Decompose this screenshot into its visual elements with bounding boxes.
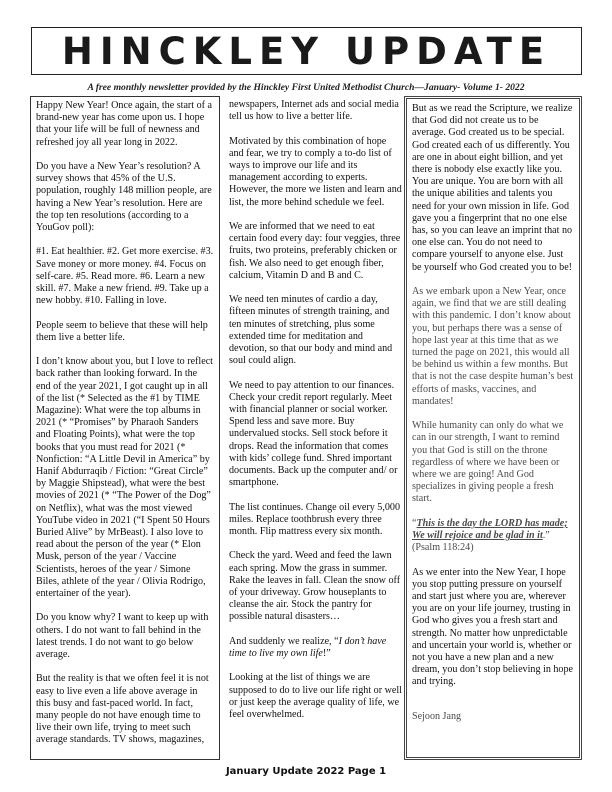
paragraph: People seem to believe that these will help them live a better life.	[36, 319, 208, 343]
scripture-quote: “This is the day the LORD has made; We will rejoice and be glad in it.” (Psalm 118:24)	[412, 517, 568, 554]
paragraph: newspapers, Internet ads and social media tell us how to live a better life.	[229, 99, 399, 123]
paragraph: I don’t know about you, but I love to reflect back rather than looking forward. In the end of the year 2021, I got caught up in all of the list (* Selected as the #1 by TIME Magazine): What were the top albums in 2021 (* “Promises” by Pharaoh Sanders and Floating Points), what were the top books that you must read for 2021 (* Nonfiction: “A Little Devil in America” by Hanif Abdurraqib / Fiction: “Great Circle” by Maggie Shipstead), what were the best movies of 2021 (* “The Power of the Dog” on Netflix), what was the most viewed YouTube video in 2021 (“I Spent 50 Hours Buried Alive” by MrBeast). I also love to read about the person of the year (* Elon Musk, person of the year / Vaccine Scientists, heroes of the year / Simone Biles, athlete of the year / Olivia Rodrigo, entertainer of the year).	[36, 356, 213, 600]
realization-quote: I don’t have time to live my own life	[229, 635, 387, 660]
scripture-text: This is the day the LORD has made; We will rejoice and be glad in it	[412, 517, 568, 542]
article-column-1	[30, 96, 220, 760]
paragraph: Check the yard. Weed and feed the lawn each spring. Mow the grass in summer. Rake the leaves in fall. Clean the snow off of your driveway. Grow houseplants to cleanse the air. Stock the pantry for possible natural disasters…	[229, 550, 401, 623]
paragraph: As we embark upon a New Year, once again, we find that we are still dealing with this pandemic. I don’t know about you, but perhaps there was a sense of hope last year at this time that as we turned the page on 2021, this would all be behind us within a few months. But that is not the case despite human’s best efforts of masks, vaccines, and mandates!	[412, 286, 574, 407]
newsletter-title: HINCKLEY UPDATE	[61, 29, 552, 73]
article-column-3	[404, 96, 582, 760]
paragraph: The list continues. Change oil every 5,000 miles. Replace toothbrush every three month. Flip mattress every six month.	[229, 501, 400, 538]
paragraph: But as we read the Scripture, we realize that God did not create us to be average. God created us to be special. God created each of us differently. You are one in about eight billion, and yet there is nobody else exactly like you. You are unique. You are born with all the unique abilities and talents you need for your own mission in life. God gave you a fingerprint that no one else has, so you can leave an imprint that no one else can. You do not need to compare yourself to anyone else. Just be yourself who God created you to be!	[412, 103, 573, 273]
paragraph: Do you know why? I want to keep up with others. I do not want to fall behind in the latest trends. I do not want to go below average.	[36, 612, 209, 661]
masthead	[31, 27, 582, 75]
paragraph: We need ten minutes of cardio a day, fifteen minutes of strength training, and ten minutes of stretching, plus some extended time for meditation and devotion, so that our body and mind and soul could align.	[229, 294, 393, 367]
paragraph: Happy New Year! Once again, the start of a brand-new year has come upon us. I hope that your life will be full of newness and refreshed joy all year long in 2022.	[36, 100, 213, 148]
paragraph: As we enter into the New Year, I hope you stop putting pressure on yourself and start just where you are, wherever you are on your life journey, trusting in God who gives you a fresh start and strength. No matter how unpredictable and uncertain your world is, whether or not you have a new plan and a new dream, you don’t stop believing in hope and trying.	[412, 566, 574, 688]
paragraph: But the reality is that we often feel it is not easy to live even a life above average in this busy and fast-paced world. In fact, many people do not have enough time to live their own life, trying to meet such average standards. TV shows, magazines,	[36, 673, 209, 746]
paragraph: While humanity can only do what we can in our strength, I want to remind you that God is still on the throne regardless of where we have been or where we are going! And God specializes in giving people a fresh start.	[412, 420, 564, 505]
newsletter-subtitle: A free monthly newsletter provided by the Hinckley First United Methodist Church—January- Volume 1- 2022	[87, 82, 525, 93]
author-signature: Sejoon Jang	[412, 710, 462, 722]
paragraph: We are informed that we need to eat certain food every day: four veggies, three fruits, two proteins, preferably chicken or fish. We also need to get enough fiber, calcium, Vitamin D and B and C.	[229, 221, 401, 281]
paragraph: We need to pay attention to our finances. Check your credit report regularly. Meet with financial planner or social worker. Spend less and save more. Buy undervalued stocks. Sell stock before it drops. Read the information that comes with kids’ college fund. Shred important documents. Back up the computer and/ or smartphone.	[229, 379, 398, 489]
realization-paragraph: And suddenly we realize, “I don’t have time to live my own life!”	[229, 635, 387, 660]
paragraph: Looking at the list of things we are supposed to do to live our life right or well or just keep the average quality of life, we feel overwhelmed.	[229, 672, 402, 721]
resolutions-list: #1. Eat healthier. #2. Get more exercise. #3. Save money or more money. #4. Focus on self-care. #5. Read more. #6. Learn a new skill. #7. Make a new friend. #9. Take up a new hobby. #10. Falling in love.	[36, 246, 214, 307]
article-column-2	[227, 96, 405, 760]
paragraph: Do you have a New Year’s resolution? A survey shows that 45% of the U.S. population, roughly 148 million people, are having a New Year’s resolution. Here are the top ten resolutions (according to a YouGov poll):	[36, 161, 212, 234]
paragraph: Motivated by this combination of hope and fear, we try to comply a to-do list of ways to improve our life and its management according to experts. However, the more we listen and learn and list, the more behind schedule we feel.	[229, 135, 402, 208]
page-footer: January Update 2022 Page 1	[225, 766, 387, 777]
